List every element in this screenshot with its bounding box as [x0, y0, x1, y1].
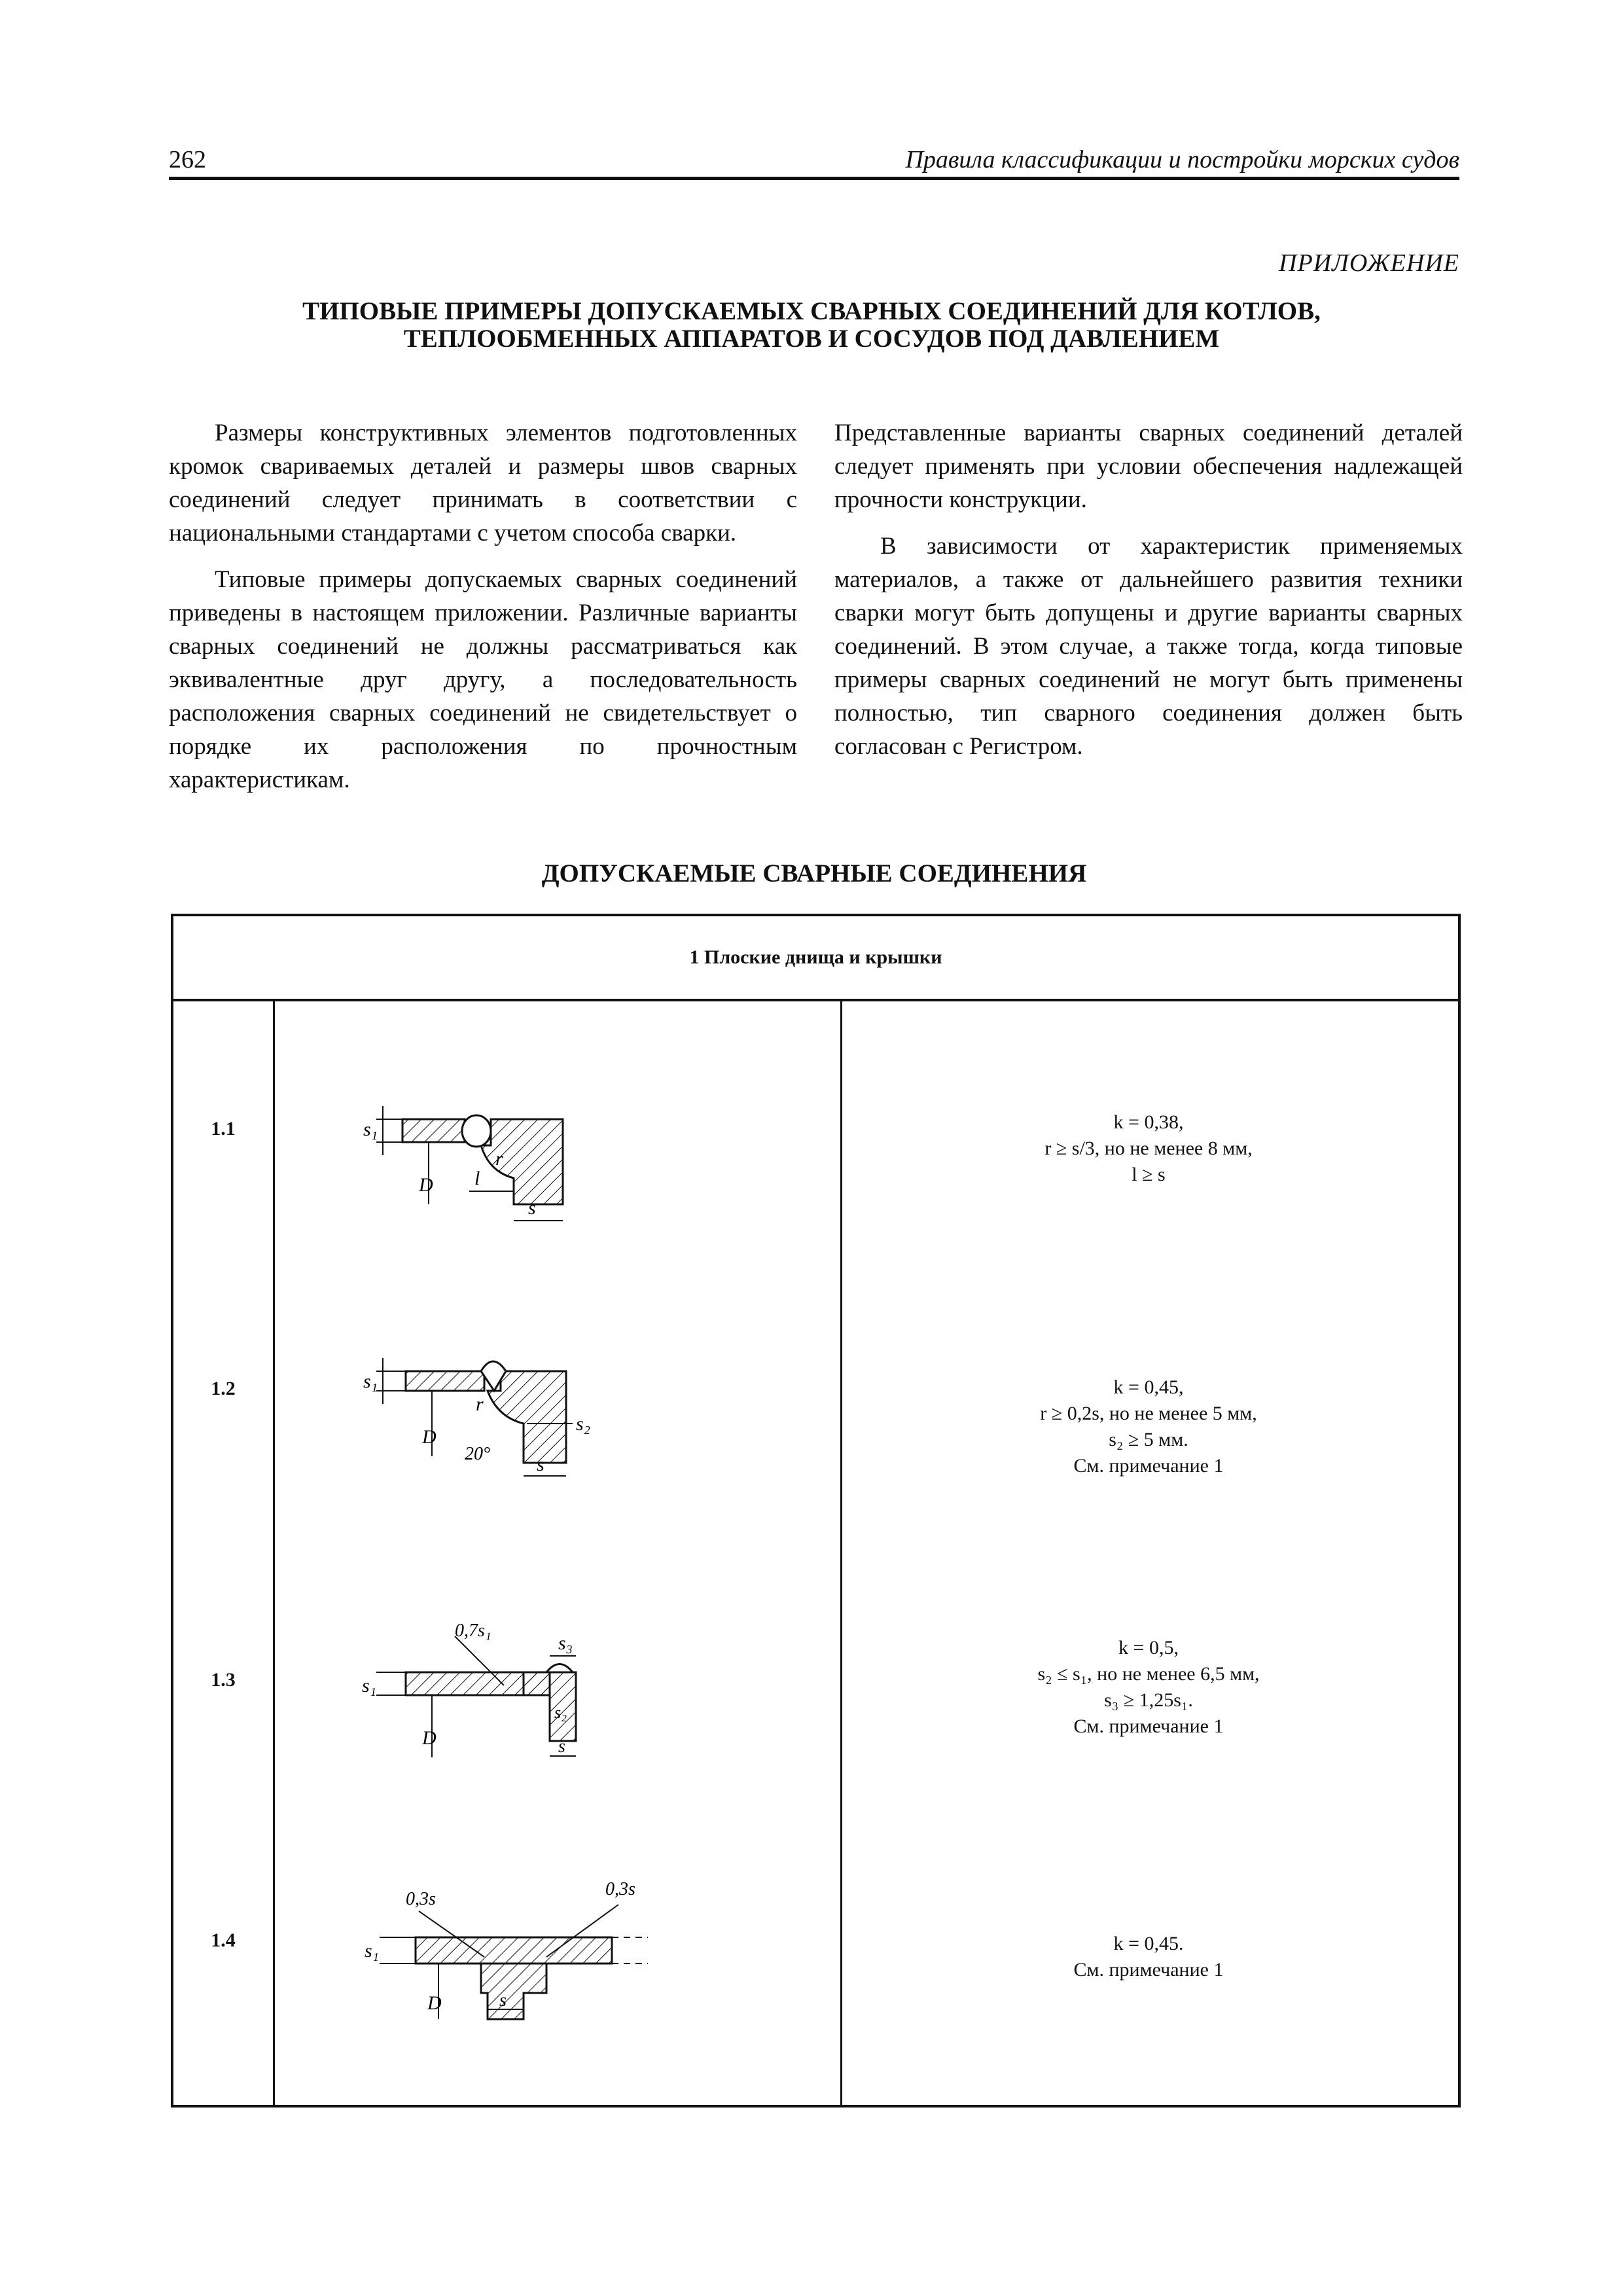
joint-diagram-1-2 [350, 1325, 704, 1482]
table-header: 1 Плоские днища и крышки [173, 916, 1458, 1001]
appendix-label: ПРИЛОЖЕНИЕ [1279, 249, 1459, 277]
flange-part [488, 1371, 566, 1463]
desc-line: См. примечание 1 [1073, 1715, 1224, 1737]
joint-diagram-1-3 [350, 1600, 704, 1770]
joint-diagram-1-4 [350, 1859, 717, 2029]
label-dim-right: 0,3s [605, 1879, 635, 1899]
label-D: D [422, 1426, 437, 1448]
label-s: s [499, 1990, 507, 2011]
section-title: ДОПУСКАЕМЫЕ СВАРНЫЕ СОЕДИНЕНИЯ [541, 859, 1087, 888]
plate-part [416, 1937, 612, 1964]
right-paragraph-2: В зависимости от характеристик применяемых материалов, а также от дальнейшего развития техники сварки могут быть допущены и другие варианты сварных соединений. В этом случае, а также тогда, когда типовые примеры сварных соединений не могут быть применены полностью, тип сварного соединения должен быть согласован с Регистром. [834, 533, 1463, 760]
label-l: l [474, 1168, 480, 1189]
main-title [196, 298, 1427, 353]
desc-line: k = 0,38, [1113, 1111, 1184, 1133]
label-dim-left: 0,3s [406, 1889, 436, 1909]
label-s: s [537, 1454, 544, 1475]
plate-part [406, 1371, 484, 1391]
row-desc-1-3 [841, 1635, 1456, 1740]
label-s2: s₂ [554, 1703, 567, 1722]
header-rule [169, 177, 1459, 180]
main-title-line-2: ТЕПЛООБМЕННЫХ АППАРАТОВ И СОСУДОВ ПОД ДАВЛЕНИЕМ [403, 325, 1220, 353]
joints-table [171, 914, 1461, 2108]
desc-line: k = 0,5, [1118, 1637, 1179, 1659]
desc-line: s₂ ≥ 5 мм. [1109, 1429, 1188, 1450]
row-number-1-3: 1.3 [211, 1669, 236, 1691]
weld-bead [546, 1664, 573, 1673]
desc-line: r ≥ s/3, но не менее 8 мм, [1044, 1138, 1253, 1159]
label-s1: s₁ [363, 1371, 378, 1392]
desc-line: См. примечание 1 [1073, 1959, 1224, 1981]
label-D: D [422, 1727, 437, 1749]
right-paragraph-1: Представленные варианты сварных соединений деталей следует применять при условии обеспечения надлежащей прочности конструкции. [834, 420, 1463, 513]
desc-line: l ≥ s [1132, 1164, 1166, 1185]
label-s: s [528, 1197, 536, 1219]
main-title-line-1: ТИПОВЫЕ ПРИМЕРЫ ДОПУСКАЕМЫХ СВАРНЫХ СОЕДИНЕНИЙ ДЛЯ КОТЛОВ, [302, 297, 1321, 325]
label-r: r [476, 1393, 484, 1415]
row-desc-1-2 [841, 1374, 1456, 1479]
page-number: 262 [169, 146, 206, 173]
desc-line: k = 0,45. [1113, 1933, 1184, 1954]
label-angle: 20° [465, 1444, 491, 1464]
desc-line: s₃ ≥ 1,25s₁. [1104, 1689, 1193, 1711]
label-D: D [427, 1992, 442, 2014]
label-s1: s₁ [365, 1940, 380, 1962]
desc-line: См. примечание 1 [1073, 1455, 1224, 1477]
joint-diagram-1-1 [350, 1073, 704, 1230]
row-desc-1-4 [841, 1931, 1456, 1983]
desc-line: r ≥ 0,2s, но не менее 5 мм, [1040, 1403, 1257, 1424]
stem-part [481, 1964, 546, 2019]
label-s1: s₁ [362, 1675, 377, 1696]
left-column [169, 416, 797, 810]
row-number-1-4: 1.4 [211, 1929, 236, 1951]
label-r: r [495, 1148, 503, 1170]
label-dim: 0,7s₁ [455, 1621, 491, 1641]
desc-line: k = 0,45, [1113, 1376, 1184, 1398]
plate-part [402, 1119, 465, 1142]
left-paragraph-2: Типовые примеры допускаемых сварных соединений приведены в настоящем приложении. Различные варианты сварных соединений не должны рассматриваться как эквивалентные друг другу, а последовательность расположения сварных соединений не свидетельствует о порядке их расположения по прочностным характеристикам. [169, 566, 797, 793]
left-paragraph-1: Размеры конструктивных элементов подготовленных кромок свариваемых деталей и размеры швов сварных соединений следует принимать в соответствии с национальными стандартами с учетом способа сварки. [169, 420, 797, 547]
row-desc-1-1 [841, 1109, 1456, 1188]
weld-bead [462, 1115, 491, 1147]
column-divider-1 [273, 1001, 275, 2105]
label-s1: s₁ [363, 1119, 378, 1140]
ring-part [524, 1672, 576, 1741]
label-D: D [419, 1174, 433, 1196]
desc-line: s₂ ≤ s₁, но не менее 6,5 мм, [1037, 1663, 1260, 1685]
running-title: Правила классификации и постройки морских судов [905, 146, 1459, 173]
right-column [834, 416, 1463, 776]
label-s3: s₃ [558, 1632, 573, 1654]
label-s: s [558, 1736, 565, 1757]
label-s2: s₂ [576, 1413, 591, 1435]
row-number-1-1: 1.1 [211, 1118, 236, 1139]
row-number-1-2: 1.2 [211, 1378, 236, 1399]
